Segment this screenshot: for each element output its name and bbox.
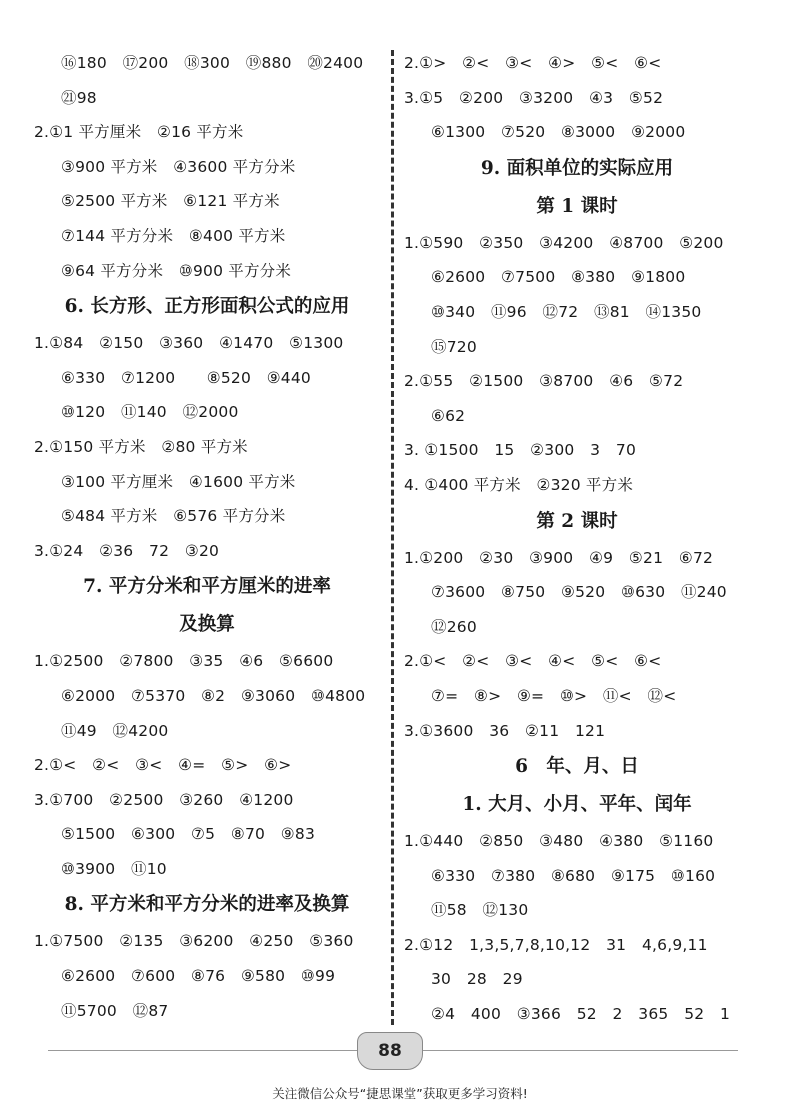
answer-line: ㉑98 [61,88,97,107]
answer-line: 3.①5 ②200 ③3200 ④3 ⑤52 [404,88,664,107]
answer-line: 1.①440 ②850 ③480 ④380 ⑤1160 [404,832,714,851]
answer-line: ⑩120 ⑪140 ⑫2000 [61,403,239,422]
section-heading: 7. 平方分米和平方厘米的进率 [83,576,331,598]
answer-line: ⑥2000 ⑦5370 ⑧2 ⑨3060 ⑩4800 [61,686,366,705]
answer-line: 2.①> ②< ③< ④> ⑤< ⑥< [404,54,662,72]
section-heading: 1. 大月、小月、平年、闰年 [462,794,692,816]
section-heading: 第 2 课时 [536,510,618,532]
answer-line: 30 28 29 [431,970,523,989]
answer-line: 3. ①1500 15 ②300 3 70 [404,441,637,460]
answer-line: 2.①12 1,3,5,7,8,10,12 31 4,6,9,11 [404,935,708,954]
section-heading: 9. 面积单位的实际应用 [480,157,674,179]
answer-line: 1.①590 ②350 ③4200 ④8700 ⑤200 [404,233,724,252]
answer-line: ⑥62 [431,406,466,425]
answer-line: 2.①1 平方厘米 ②16 平方米 [34,123,244,142]
answer-line: ⑥1300 ⑦520 ⑧3000 ⑨2000 [431,123,686,142]
right-answer-column [404,46,750,1032]
answer-line: ⑦= ⑧> ⑨= ⑩> ⑪< ⑫< [431,686,677,705]
answer-line: ⑥330 ⑦1200 ⑧520 ⑨440 [61,368,311,387]
answer-line: ⑪5700 ⑫87 [61,1001,169,1020]
answer-line: ⑩340 ⑪96 ⑫72 ⑬81 ⑭1350 [431,302,702,321]
answer-line: 1.①84 ②150 ③360 ④1470 ⑤1300 [34,334,344,353]
section-heading: 及换算 [179,614,235,636]
answer-line: ⑤484 平方米 ⑥576 平方分米 [61,507,286,526]
answer-line: ⑮720 [431,337,477,356]
answer-line: ⑤1500 ⑥300 ⑦5 ⑧70 ⑨83 [61,825,316,844]
answer-line: ⑥330 ⑦380 ⑧680 ⑨175 ⑩160 [431,866,716,885]
answer-line: 3.①24 ②36 72 ③20 [34,541,220,560]
answer-line: ⑦144 平方分米 ⑧400 平方米 [61,226,286,245]
column-divider [391,50,394,1025]
answer-line: 1.①7500 ②135 ③6200 ④250 ⑤360 [34,932,354,951]
section-heading: 8. 平方米和平方分米的进率及换算 [64,894,350,916]
answer-line: ③900 平方米 ④3600 平方分米 [61,157,296,176]
answer-line: 2.①55 ②1500 ③8700 ④6 ⑤72 [404,372,684,391]
answer-line: ⑨64 平方分米 ⑩900 平方分米 [61,261,292,280]
answer-line: ⑪49 ⑫4200 [61,721,169,740]
answer-line: ⑦3600 ⑧750 ⑨520 ⑩630 ⑪240 [431,583,727,602]
answer-line: 1.①200 ②30 ③900 ④9 ⑤21 ⑥72 [404,548,714,567]
section-heading: 6. 长方形、正方形面积公式的应用 [64,296,350,318]
section-heading: 6 年、月、日 [515,756,639,778]
answer-line: 4. ①400 平方米 ②320 平方米 [404,475,634,494]
answer-line: 2.①< ②< ③< ④< ⑤< ⑥< [404,652,662,671]
answer-line: ③100 平方厘米 ④1600 平方米 [61,472,296,491]
answer-line: ②4 400 ③366 52 2 365 52 1 [431,1005,731,1024]
answer-line: ⑤2500 平方米 ⑥121 平方米 [61,192,280,211]
left-answer-column [34,46,380,1028]
answer-line: 2.①< ②< ③< ④= ⑤> ⑥> [34,756,292,775]
footer-notice: 关注微信公众号“捷思课堂”获取更多学习资料! [272,1086,528,1101]
answer-line: ⑥2600 ⑦600 ⑧76 ⑨580 ⑩99 [61,967,336,986]
answer-line: ⑯180 ⑰200 ⑱300 ⑲880 ⑳2400 [61,54,364,72]
answer-line: ⑥2600 ⑦7500 ⑧380 ⑨1800 [431,268,686,287]
answer-line: 1.①2500 ②7800 ③35 ④6 ⑤6600 [34,652,334,671]
answer-line: ⑫260 [431,617,477,636]
answer-line: ⑩3900 ⑪10 [61,859,167,878]
page-number: 88 [357,1032,423,1070]
section-heading: 第 1 课时 [536,195,618,217]
answer-line: 3.①3600 36 ②11 121 [404,721,606,740]
answer-line: 3.①700 ②2500 ③260 ④1200 [34,790,294,809]
answer-line: ⑪58 ⑫130 [431,901,529,920]
answer-line: 2.①150 平方米 ②80 平方米 [34,437,248,456]
